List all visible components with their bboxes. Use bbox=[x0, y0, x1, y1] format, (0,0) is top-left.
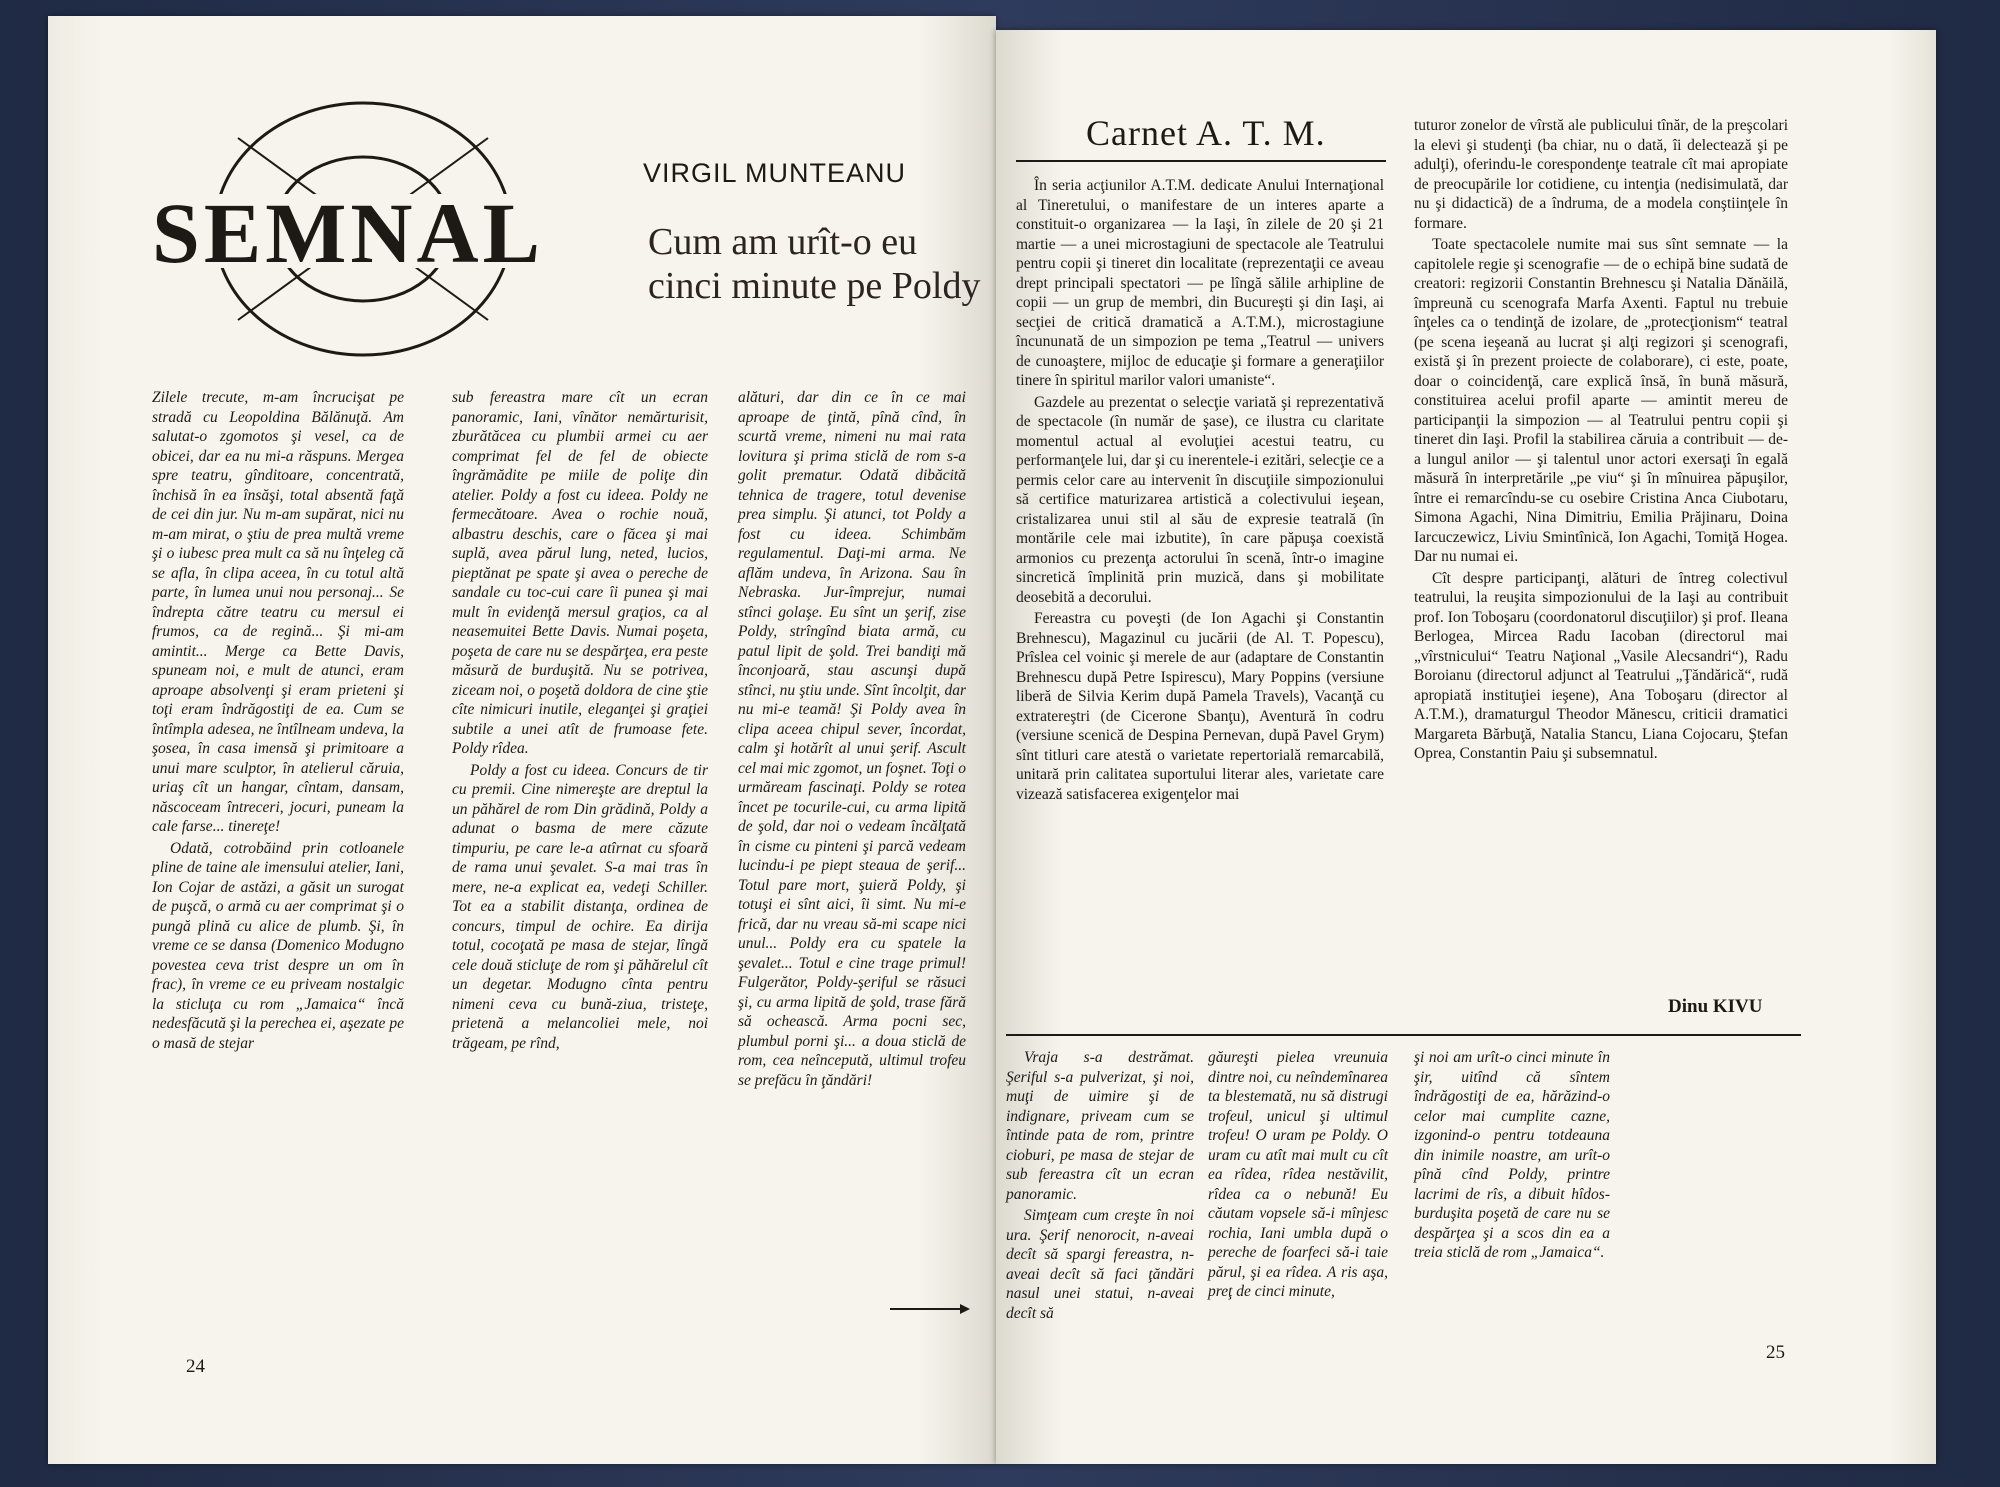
article-column-1 bbox=[152, 388, 404, 1055]
paragraph: Gazdele au prezentat o selecţie variată şi reprezentativă de spectacole (în număr de şase), ce ilustra cu claritate momentul actual al evoluţiei acestui teatru, cu performanţele lui, dar şi cu inerentele-i ezitări, selecţie ce a permis celor care au intervenit în discuţiile simpozionului să certifice maturizarea artistică a colectivului ieşean, cristalizarea unui stil al său de expresie teatrală (în montările cele mai izbutite), în care păpuşa coexistă armonios cu prezenţa actorului în scenă, într-o imagine sincretică împlinită prin muzică, dans şi mobilitate deosebită a decorului. bbox=[1016, 393, 1384, 606]
paragraph: Toate spectacolele numite mai sus sînt semnate — la capitolele regie şi scenografie — de o echipă bine sudată de creatori: regizorii Constantin Brehnescu şi Natalia Dănăilă, împreună cu scenografa Marfa Axenti. Faptul nu trebuie înţeles ca o tendinţă de izolare, de „protecţionism“ teatral (pe scena ieşeană au lucrat şi alţi regizori şi scenografi, există şi în prezent proiecte de colaborare), ci este, poate, doar o coincidenţă, care explică însă, în bună măsură, constituirea acelui profil aparte — amintit mereu de participanţii la simpozion — al Teatrului pentru copii şi tineret din Iaşi. Profil la stabilirea căruia a contribuit — de-a lungul anilor — şi talentul unor actori exersaţi în egală măsură în interpretările „pe viu“ şi în mînuirea păpuşilor, între ei remarcîndu-se cu osebire Cristina Anca Ciubotaru, Simona Agachi, Nina Dimitriu, Emilia Prăjinaru, Doina Iarcuczewicz, Liviu Smintînică, Ion Agachi, Tomiţă Hogea. Dar nu numai ei. bbox=[1414, 236, 1788, 565]
paragraph: sub fereastra mare cît un ecran panoramic, Iani, vînător nemărturisit, zburătăcea cu plumbii armei cu aer comprimat fel de fel de obiecte îngrămădite pe miile de poliţe din atelier. Poldy a fost cu ideea. Poldy ne fermecătoare. Avea o rochie nouă, albastru deschis, care o făcea şi mai suplă, avea părul lung, neted, lucios, pieptănat pe spate şi avea o pereche de sandale cu toc-cui care îi punea şi mai mult în evidenţă mersul graţios, ca al neasemuitei Bette Davis. Numai poşeta, poşeta de care nu se despărţea, era peste măsură de burduşită. Nu se potrivea, ziceam noi, o poşetă doldora de cine ştie cîte nimicuri inutile, eleganţei şi graţiei subtile a unei atît de frumoase fete. Poldy rîdea. bbox=[452, 389, 708, 757]
paragraph: tuturor zonelor de vîrstă ale publicului tînăr, de la preşcolari la elevi şi studenţi (ba chiar, nu o dată, îi delectează şi pe adulţi), oferindu-le corespondenţe teatrale cît mai apropiate de preocupările lor cotidiene, cu intenţia (nedisimulată, dar nu şi didactică) de a îndruma, de a modela conştiinţele în formare. bbox=[1414, 117, 1788, 232]
continuation-column-3 bbox=[1414, 1048, 1610, 1265]
semnal-logo-text: SEMNAL bbox=[152, 185, 544, 281]
right-page bbox=[996, 30, 1936, 1464]
continue-arrow-icon bbox=[890, 1302, 970, 1316]
paragraph: Poldy a fost cu ideea. Concurs de tir cu premii. Cine nimereşte are dreptul la un păhărel de rom Din grădină, Poldy a adunat o basma de mere căzute timpuriu, pe care le-a atîrnat cu sfoară de rama unui şevalet. S-a mai tras în mere, ne-a explicat ea, vedeţi Schiller. Tot ea a stabilit distanţa, ordinea de concurs, timpul de ochire. Ea dirija totul, cocoţată pe masa de stejar, lîngă cele două sticluţe de rom şi păhărelul cît un degetar. Modugno cînta pentru nimeni ceva cu bună-ziua, tristeţe, prietenă a melancoliei mele, noi trăgeam, pe rînd, bbox=[452, 761, 708, 1052]
section-title: Carnet A. T. M. bbox=[1086, 113, 1326, 153]
carnet-column-2 bbox=[1414, 116, 1788, 766]
paragraph: găureşti pielea vreunuia dintre noi, cu neîndemînarea ta blestemată, nu să distrugi trofeul, unicul şi ultimul trofeu! O uram pe Poldy. O uram cu atît mai mult cu cît ea rîdea, rîdea nestăvilit, rîdea ca o nebună! Eu căutam vopsele să-i mînjesc rochia, Iani umbla după o pereche de foarfeci să-i taie părul, şi ea rîdea. A ris aşa, preţ de cinci minute, bbox=[1208, 1049, 1388, 1300]
page-number: 24 bbox=[186, 1356, 205, 1377]
article-title-line1: Cum am urît-o eu bbox=[648, 221, 918, 263]
article-column-2 bbox=[452, 388, 708, 1055]
continuation-column-2 bbox=[1208, 1048, 1388, 1304]
semnal-logo bbox=[118, 98, 578, 360]
signature: Dinu KIVU bbox=[1668, 996, 1763, 1017]
paragraph: alături, dar din ce în ce mai aproape de ţintă, pînă cînd, în scurtă vreme, nimeni nu mai rata lovitura şi prima sticlă de rom s-a golit prematur. Odată dibăcită tehnica de tragere, totul devenise prea simplu. Şi atunci, tot Poldy a fost cu ideea. Schimbăm regulamentul. Daţi-mi arma. Ne aflăm undeva, în Arizona. Sau în Nebraska. Jur-împrejur, numai stînci golaşe. Eu sînt un şerif, zise Poldy, strîngînd biata armă, cu patul lipit de şold. Trei bandiţi mă înconjoară, stau ascunşi după stînci, nu ştiu unde. Sînt încolţit, dar nu mi-e teamă! Şi Poldy avea în clipa aceea chipul sever, încordat, calm şi hotărît al unui şerif. Ascult cel mai mic zgomot, un foşnet. Toţi o urmăream fascinaţi. Poldy se rotea încet pe tocurile-cui, cu arma lipită de şold, dar noi o vedeam încălţată în cisme cu pinteni şi parcă vedeam lucindu-i pe piept steaua de şerif... Totul pare mort, şuieră Poldy, şi totuşi ei sînt aici, îi simt. Nu mi-e frică, dar nu vreau să-mi scape nici unul... Poldy era cu spatele la şevalet... Totul e cine trage primul! Fulgerător, Poldy-şeriful se răsuci şi, cu arma lipită de şold, trase fără să ochească. Arma pocni sec, plumbul porni şi... a doua sticlă de rom, cea neîncepută, ultimul trofeu se prefăcu în ţăndări! bbox=[738, 389, 966, 1089]
paragraph: În seria acţiunilor A.T.M. dedicate Anului Internaţional al Tineretului, o manifestare de un interes aparte a constituit-o organizarea — la Iaşi, în zilele de 20 şi 21 martie — a unei microstagiuni de spectacole ale Teatrului pentru copii şi tineret din localitate (reprezentaţii ce aveau drept principali spectatori — pe lîngă sălile arhipline de copii — un grup de membri, din Bucureşti şi din Iaşi, ai secţiei de critică dramatică a A.T.M.), microstagiune încununată de un simpozion pe tema „Teatrul — univers de cunoaştere, mijloc de educaţie şi formare a generaţiilor tinere în spiritul marilor valori umaniste“. bbox=[1016, 177, 1384, 389]
paragraph: Vraja s-a destrămat. Şeriful s-a pulverizat, şi noi, muţi de uimire şi de indignare, priveam cum se întinde pata de rom, printre cioburi, pe masa de stejar de sub fereastra cît un ecran panoramic. bbox=[1006, 1049, 1194, 1203]
author-name: VIRGIL MUNTEANU bbox=[643, 158, 907, 188]
paragraph: şi noi am urît-o cinci minute în şir, uitînd că sîntem îndrăgostiţi de ea, hărăzind-o celor mai cumplite cazne, izgonind-o pentru totdeauna din inimile noastre, am urît-o pînă cînd Poldy, printre lacrimi de rîs, a dibuit hîdos-burduşita poşetă de care nu se despărţea şi a scos din ea a treia sticlă de rom „Jamaica“. bbox=[1414, 1049, 1610, 1261]
paragraph: Fereastra cu poveşti (de Ion Agachi şi Constantin Brehnescu), Magazinul cu jucării (de Al. T. Popescu), Prîslea cel voinic şi merele de aur (adaptare de Constantin Brehnescu după Petre Ispirescu), Mary Poppins (versiune liberă de Silvia Kerim după Pamela Travels), Vacanţă cu extratereştri (de Cicerone Sbanţu), Aventură în codru (versiune scenică de Despina Pernevan, după Pavel Grym) sînt titluri care atestă o varietate repertorială remarcabilă, unitară prin calitatea suportului literar ales, varietate care vizează satisfacerea exigenţelor mai bbox=[1016, 610, 1384, 803]
article-title bbox=[648, 220, 980, 308]
continuation-column-1 bbox=[1006, 1048, 1194, 1325]
divider-rule bbox=[1006, 1034, 1801, 1036]
page-number: 25 bbox=[1766, 1342, 1785, 1363]
section-title-rule bbox=[1016, 160, 1386, 162]
paragraph: Cît despre participanţi, alături de întreg colectivul teatrului, la reuşita simpozionului de la Iaşi au contribuit prof. Ion Toboşaru (coordonatorul discuţiilor) şi prof. Ileana Berlogea, Mircea Radu Iacoban (directorul mai „vîrstnicului“ Teatru Naţional „Vasile Alecsandri“), Radu Boroianu (directorul adjunct al Teatrului „Ţăndărică“, rudă apropiată instituţiei ieşene), Ana Toboşaru (director al A.T.M.), dramaturgul Theodor Mănescu, criticii dramatici Margareta Bărbuţă, Natalia Stancu, Liana Cojocaru, Ştefan Oprea, Constantin Paiu şi subsemnatul. bbox=[1414, 569, 1788, 762]
left-page bbox=[48, 16, 996, 1464]
carnet-column-1 bbox=[1016, 176, 1384, 806]
paragraph: Odată, cotrobăind prin cotloanele pline de taine ale imensului atelier, Iani, Ion Cojar de astăzi, a găsit un surogat de puşcă, o armă cu aer comprimat şi o pungă plină cu alice de plumb. Şi, în vreme ce se dansa (Domenico Modugno povestea ceva trist despre un om în frac), în vreme ce eu priveam nostalgic la sticluţa cu rom „Jamaica“ încă nedesfăcută şi la perechea ei, aşezate pe o masă de stejar bbox=[152, 839, 404, 1052]
paragraph: Zilele trecute, m-am încrucişat pe stradă cu Leopoldina Bălănuţă. Am salutat-o zgomotos şi vesel, ca de obicei, dar ea nu mi-a răspuns. Mergea spre teatru, gînditoare, concentrată, închisă în ea însăşi, total absentă faţă de cei din jur. Nu m-am supărat, nici nu m-am mirat, o ştiu de prea multă vreme şi o iubesc prea mult ca să nu înţeleg că se afla, în clipa aceea, în cu totul altă parte, în lumea unui nou personaj... Se îndrepta către teatru cu mersul ei frumos, ca de regină... Şi mi-am amintit... Merge ca Bette Davis, spuneam noi, e mult de atunci, eram aproape absolvenţi şi eram prieteni şi toţi eram îndrăgostiţi de ea. Cum se întîmpla adesea, ne întîlneam undeva, la şosea, în casa imensă şi primitoare a unui mare sculptor, în atelierul căruia, uriaş cît un hangar, cîntam, dansam, născoceam întreceri, jocuri, puneam la cale farse... tinereţe! bbox=[152, 389, 404, 835]
paragraph: Simţeam cum creşte în noi ura. Şerif nenorocit, n-aveai decît să spargi fereastra, n-aveai decît să faci ţăndări nasul unei statui, n-aveai decît să bbox=[1006, 1207, 1194, 1322]
article-title-line2: cinci minute pe Poldy bbox=[648, 265, 981, 307]
article-column-3 bbox=[738, 388, 966, 1092]
